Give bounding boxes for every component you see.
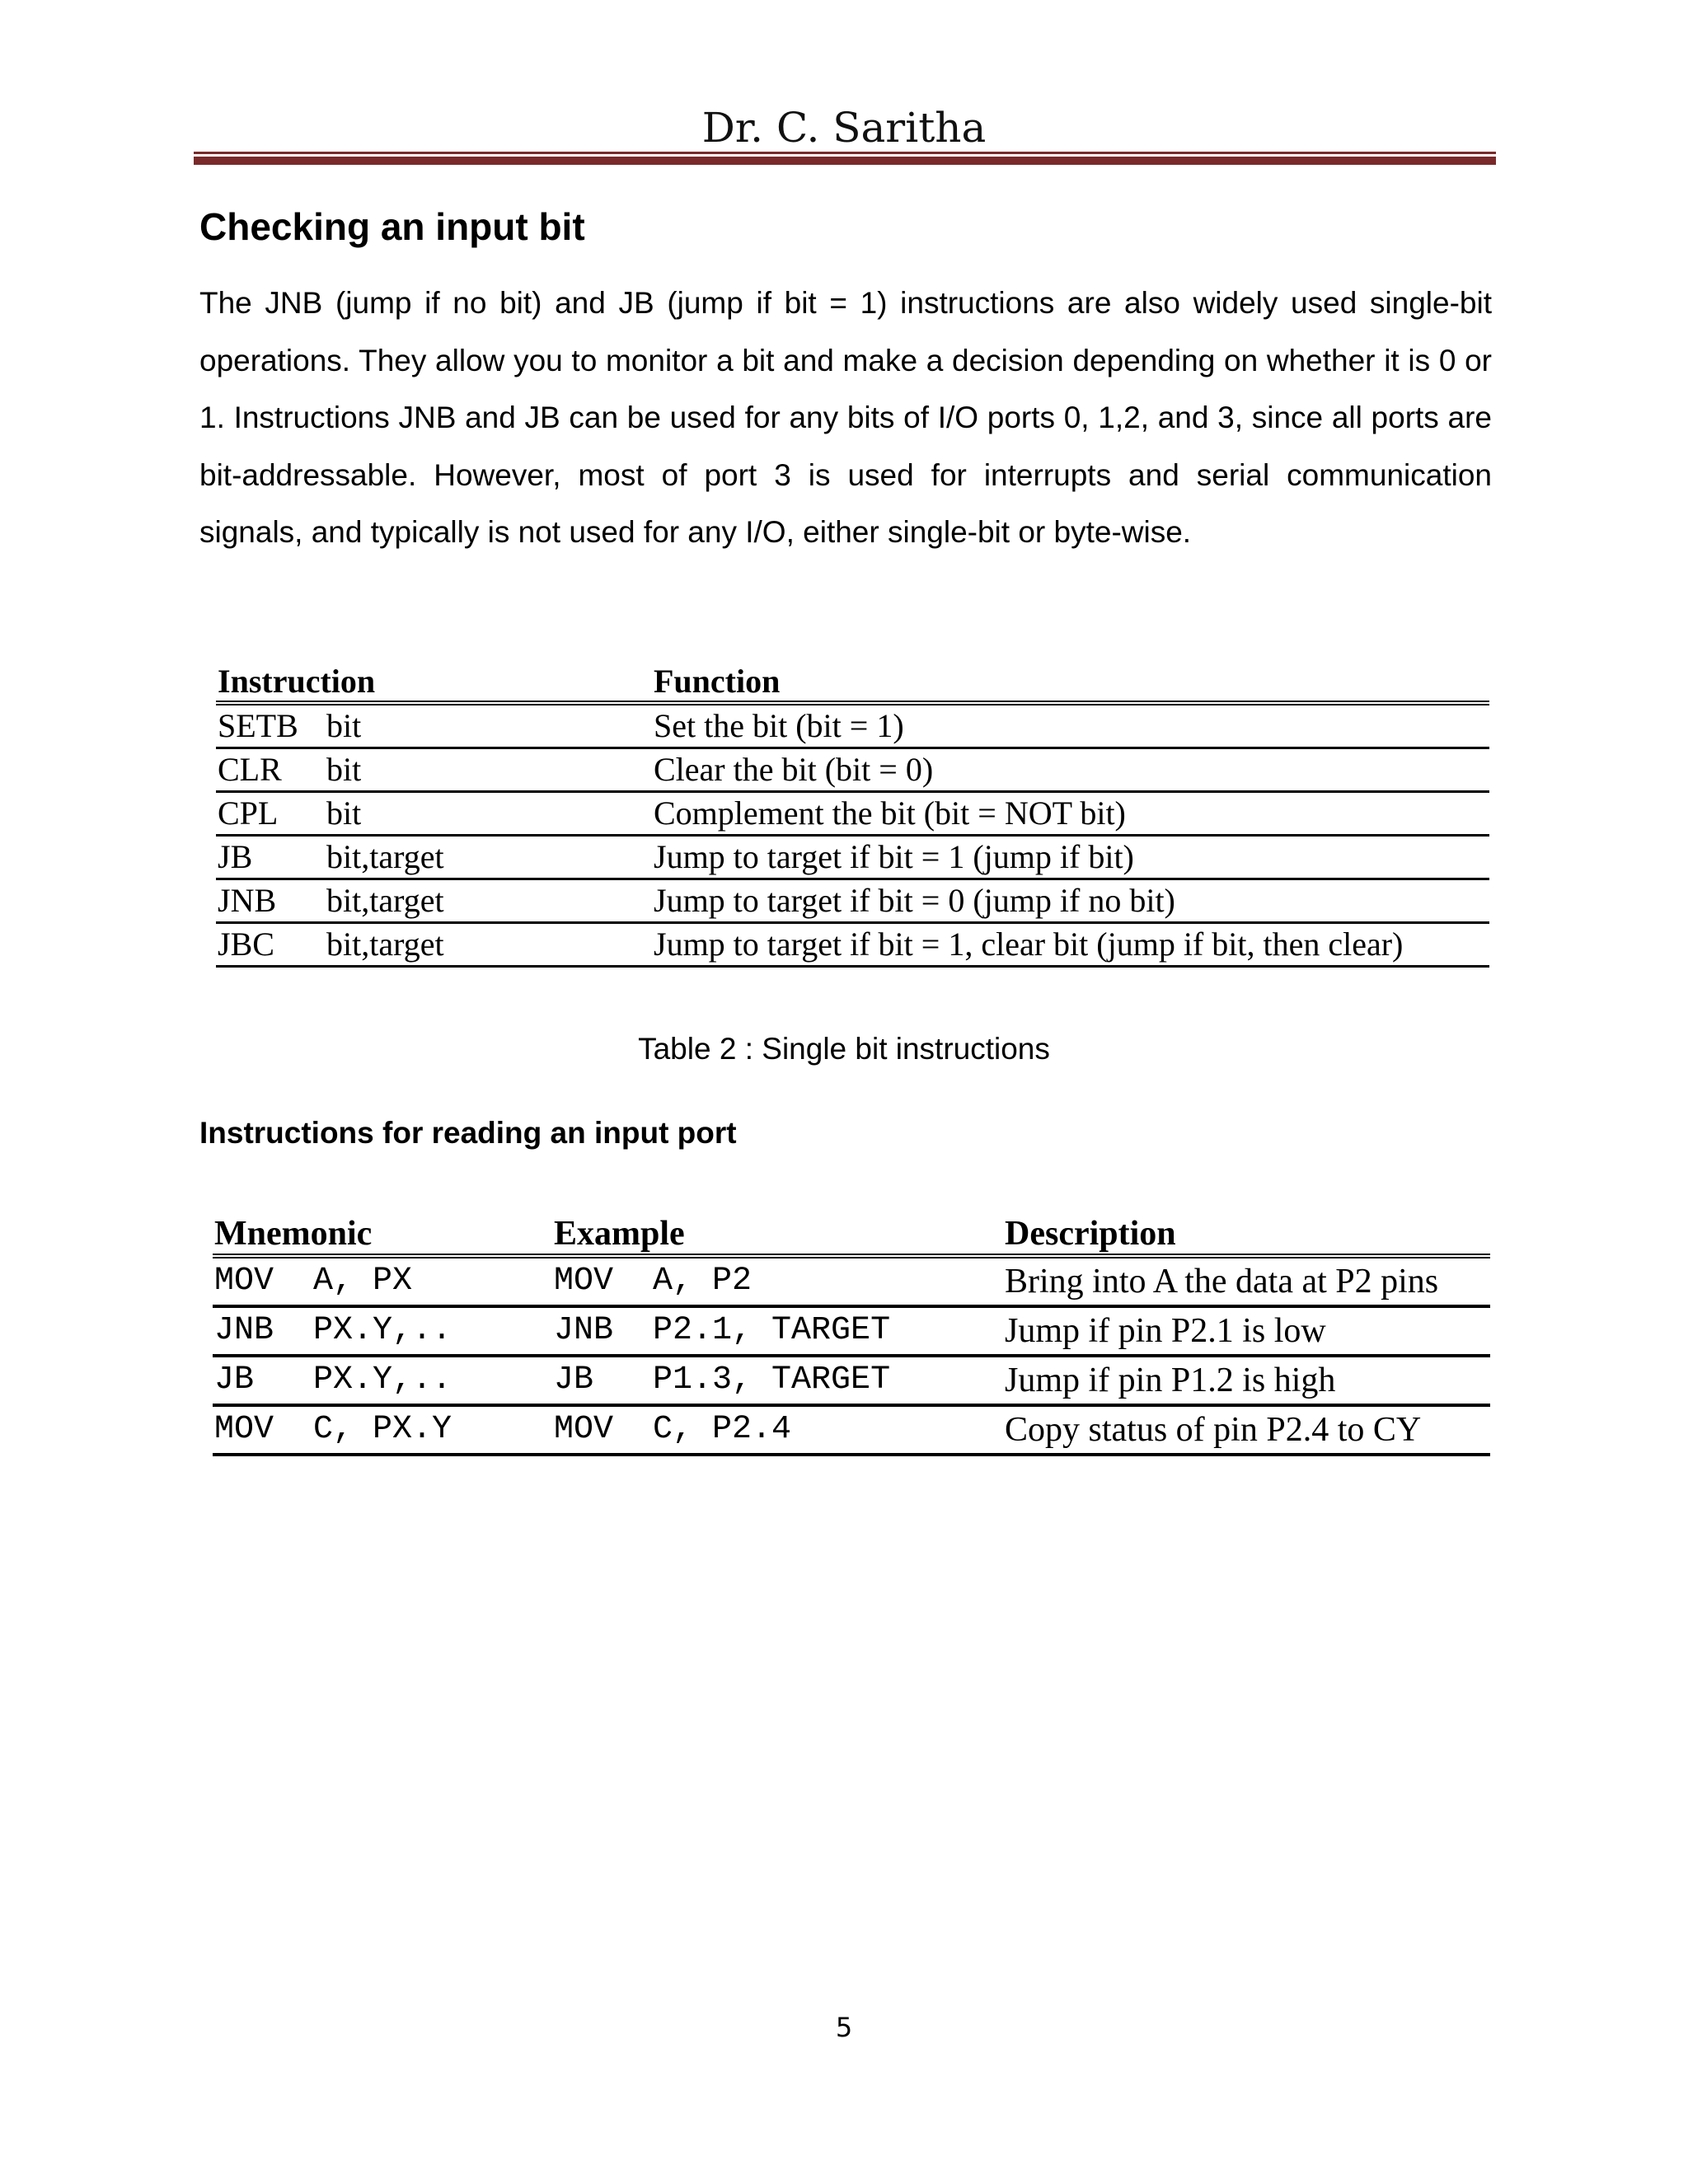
table-row [213, 1356, 1490, 1405]
table-row [216, 748, 1489, 792]
instruction-arg: bit [325, 703, 652, 748]
instruction-function: Jump to target if bit = 0 (jump if no bit) [652, 879, 1489, 923]
description-cell: Copy status of pin P2.4 to CY [1003, 1405, 1490, 1455]
header-rule-thick [194, 157, 1496, 165]
table-row [213, 1256, 1490, 1306]
instruction-arg: bit,target [325, 923, 652, 967]
table-row [216, 836, 1489, 879]
table-header-row [213, 1207, 1490, 1256]
table-row [216, 703, 1489, 748]
single-bit-instructions-table [216, 659, 1489, 968]
example-cell: JB P1.3, TARGET [552, 1356, 1003, 1405]
instruction-function: Clear the bit (bit = 0) [652, 748, 1489, 792]
example-cell: MOV A, P2 [552, 1256, 1003, 1306]
table-header-row [216, 659, 1489, 703]
instruction-function: Set the bit (bit = 1) [652, 703, 1489, 748]
instruction-function: Jump to target if bit = 1, clear bit (jump if bit, then clear) [652, 923, 1489, 967]
instruction-function: Jump to target if bit = 1 (jump if bit) [652, 836, 1489, 879]
instruction-op: SETB [216, 703, 325, 748]
table-caption: Table 2 : Single bit instructions [638, 1032, 1050, 1066]
column-header-instruction: Instruction [216, 659, 652, 703]
mnemonic-cell: MOV C, PX.Y [213, 1405, 552, 1455]
mnemonic-cell: JNB PX.Y,.. [213, 1306, 552, 1356]
table-row [213, 1306, 1490, 1356]
instruction-arg: bit,target [325, 836, 652, 879]
instruction-arg: bit [325, 792, 652, 836]
section-paragraph: The JNB (jump if no bit) and JB (jump if bit = 1) instructions are also widely used single-bit operations. They allow you to monitor a bit and make a decision depending on whether it is 0 or 1. Instructions JNB and JB can be used for any bits of I/O ports 0, 1,2, and 3, since all ports are bit-addressable. However, most of port 3 is used for interrupts and serial communication signals, and typically is not used for any I/O, either single-bit or byte-wise. [199, 286, 1492, 549]
section-heading-reading-input-port: Instructions for reading an input port [199, 1116, 737, 1150]
column-header-mnemonic: Mnemonic [213, 1207, 552, 1256]
instruction-arg: bit,target [325, 879, 652, 923]
column-header-description: Description [1003, 1207, 1490, 1256]
page-number: 5 [835, 2012, 853, 2043]
instruction-op: JB [216, 836, 325, 879]
section-heading-checking-input-bit: Checking an input bit [199, 205, 585, 248]
table-row [213, 1405, 1490, 1455]
mnemonic-cell: MOV A, PX [213, 1256, 552, 1306]
instruction-op: JNB [216, 879, 325, 923]
header-rule-thin [194, 152, 1496, 154]
table-row [216, 792, 1489, 836]
header-author: Dr. C. Saritha [701, 104, 987, 152]
example-cell: MOV C, P2.4 [552, 1405, 1003, 1455]
mnemonic-cell: JB PX.Y,.. [213, 1356, 552, 1405]
table-row [216, 879, 1489, 923]
instruction-op: JBC [216, 923, 325, 967]
instruction-op: CPL [216, 792, 325, 836]
column-header-function: Function [652, 659, 1489, 703]
instruction-function: Complement the bit (bit = NOT bit) [652, 792, 1489, 836]
description-cell: Jump if pin P1.2 is high [1003, 1356, 1490, 1405]
input-port-instructions-table [213, 1207, 1490, 1456]
description-cell: Bring into A the data at P2 pins [1003, 1256, 1490, 1306]
description-cell: Jump if pin P2.1 is low [1003, 1306, 1490, 1356]
column-header-example: Example [552, 1207, 1003, 1256]
table-row [216, 923, 1489, 967]
example-cell: JNB P2.1, TARGET [552, 1306, 1003, 1356]
instruction-op: CLR [216, 748, 325, 792]
instruction-arg: bit [325, 748, 652, 792]
